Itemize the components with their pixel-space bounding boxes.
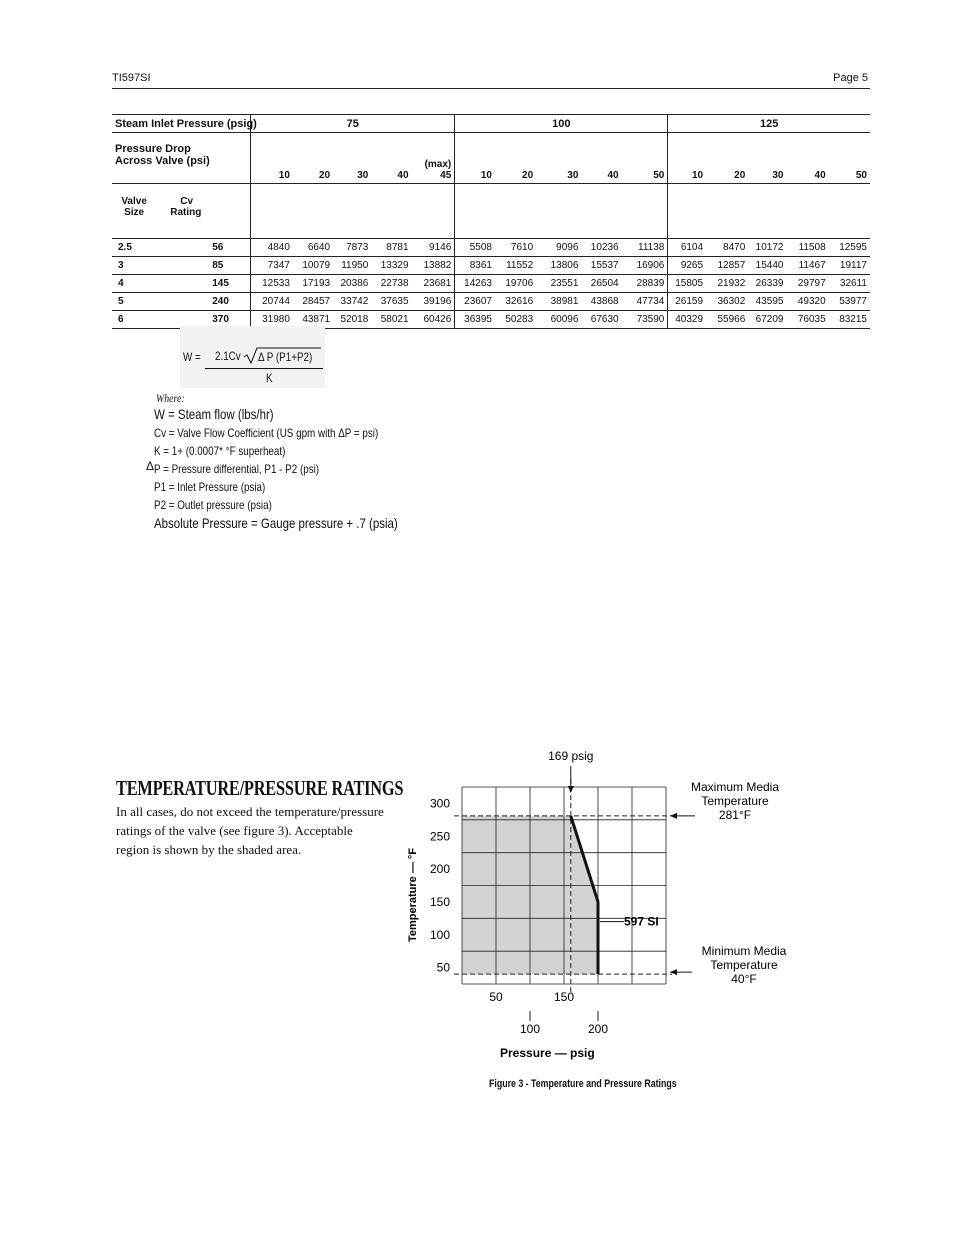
pressure-drop-header bbox=[748, 133, 786, 184]
formula-line: P = Pressure differential, P1 - P2 (psi) bbox=[154, 462, 320, 476]
flow-value-cell: 11950 bbox=[333, 257, 371, 275]
pressure-drop-header bbox=[412, 133, 455, 184]
pressure-drop-header bbox=[786, 133, 828, 184]
y-tick-label: 50 bbox=[436, 960, 450, 975]
flow-value-cell: 8361 bbox=[455, 257, 495, 275]
fraction-bar bbox=[205, 368, 323, 369]
pressure-drop-value: 10 bbox=[691, 170, 704, 181]
valve-size-cell: 4 bbox=[112, 275, 156, 293]
formula-line: P1 = Inlet Pressure (psia) bbox=[154, 480, 266, 494]
max-label: (max) bbox=[424, 159, 452, 170]
max-temp-label: Temperature bbox=[701, 794, 769, 808]
cv-rating-header-line2: Rating bbox=[170, 207, 202, 218]
flow-value-cell: 28457 bbox=[293, 293, 333, 311]
pressure-drop-value: 20 bbox=[734, 170, 746, 181]
cv-rating-header-line1: Cv bbox=[180, 196, 194, 207]
flow-value-cell: 21932 bbox=[706, 275, 748, 293]
flow-value-cell: 36302 bbox=[706, 293, 748, 311]
y-tick-label: 250 bbox=[429, 829, 450, 844]
pressure-drop-value: 30 bbox=[567, 170, 579, 181]
flow-value-cell: 36395 bbox=[455, 311, 495, 329]
flow-value-cell: 23551 bbox=[536, 275, 581, 293]
flow-value-cell: 55966 bbox=[706, 311, 748, 329]
flow-value-cell: 26339 bbox=[748, 275, 786, 293]
empty-cell bbox=[251, 184, 455, 239]
pressure-drop-value: 20 bbox=[319, 170, 331, 181]
flow-value-cell: 7610 bbox=[495, 239, 536, 257]
min-temp-label: Temperature bbox=[710, 958, 778, 972]
y-tick-label: 150 bbox=[429, 894, 450, 909]
pressure-drop-header bbox=[829, 133, 870, 184]
delta-symbol: Δ bbox=[146, 459, 155, 473]
flow-value-cell: 11552 bbox=[495, 257, 536, 275]
x-tick-label: 100 bbox=[519, 1022, 541, 1036]
pressure-drop-header bbox=[706, 133, 748, 184]
table-row bbox=[112, 239, 870, 257]
flow-value-cell: 11508 bbox=[786, 239, 828, 257]
pressure-drop-value: 40 bbox=[607, 170, 619, 181]
flow-value-cell: 26159 bbox=[668, 293, 706, 311]
figure-caption: Figure 3 - Temperature and Pressure Ratings bbox=[489, 1078, 677, 1090]
cv-rating-cell: 370 bbox=[156, 311, 251, 329]
flow-value-cell: 50283 bbox=[495, 311, 536, 329]
flow-value-cell: 29797 bbox=[786, 275, 828, 293]
flow-value-cell: 38981 bbox=[536, 293, 581, 311]
flow-value-cell: 37635 bbox=[371, 293, 411, 311]
pressure-drop-value: 50 bbox=[855, 170, 867, 181]
pressure-drop-value: 50 bbox=[653, 170, 665, 181]
formula-line: Cv = Valve Flow Coefficient (US gpm with ΔP = psi) bbox=[154, 426, 379, 440]
max-temp-label: Maximum Media bbox=[690, 780, 780, 794]
pressure-drop-value: 30 bbox=[357, 170, 369, 181]
pressure-drop-header bbox=[581, 133, 621, 184]
flow-value-cell: 12533 bbox=[251, 275, 293, 293]
arrow-head bbox=[670, 813, 677, 819]
group-header: 75 bbox=[251, 115, 455, 133]
flow-value-cell: 76035 bbox=[786, 311, 828, 329]
flow-value-cell: 67209 bbox=[748, 311, 786, 329]
series-label: 597 SI bbox=[624, 914, 659, 929]
formula-line: P2 = Outlet pressure (psia) bbox=[154, 498, 272, 512]
x-tick-label: 150 bbox=[553, 990, 575, 1004]
flow-capacity-table bbox=[112, 114, 870, 329]
flow-value-cell: 26504 bbox=[581, 275, 621, 293]
flow-value-cell: 14263 bbox=[455, 275, 495, 293]
formula-line: W = Steam flow (lbs/hr) bbox=[154, 406, 274, 422]
formula-denominator: K bbox=[266, 371, 273, 385]
y-tick-label: 100 bbox=[429, 927, 450, 942]
flow-value-cell: 15805 bbox=[668, 275, 706, 293]
flow-value-cell: 19706 bbox=[495, 275, 536, 293]
flow-value-cell: 20744 bbox=[251, 293, 293, 311]
y-tick-label: 200 bbox=[429, 862, 450, 877]
cv-rating-cell: 56 bbox=[156, 239, 251, 257]
flow-value-cell: 9146 bbox=[412, 239, 455, 257]
flow-value-cell: 60096 bbox=[536, 311, 581, 329]
flow-value-cell: 83215 bbox=[829, 311, 870, 329]
flow-value-cell: 52018 bbox=[333, 311, 371, 329]
flow-value-cell: 10236 bbox=[581, 239, 621, 257]
flow-value-cell: 47734 bbox=[622, 293, 668, 311]
min-temp-label: 40°F bbox=[731, 972, 757, 986]
section-title: TEMPERATURE/PRESSURE RATINGS bbox=[116, 776, 404, 800]
page-number: Page 5 bbox=[833, 72, 868, 84]
pressure-drop-label-line2: Across Valve (psi) bbox=[115, 155, 210, 167]
min-temp-label: Minimum Media bbox=[701, 944, 787, 958]
pressure-drop-value: 40 bbox=[814, 170, 826, 181]
table-row bbox=[112, 293, 870, 311]
valve-size-header bbox=[112, 184, 156, 239]
pressure-drop-header bbox=[495, 133, 536, 184]
flow-value-cell: 16906 bbox=[622, 257, 668, 275]
flow-value-cell: 23607 bbox=[455, 293, 495, 311]
pressure-drop-header bbox=[293, 133, 333, 184]
flow-value-cell: 13329 bbox=[371, 257, 411, 275]
flow-value-cell: 6104 bbox=[668, 239, 706, 257]
max-temp-label: 281°F bbox=[718, 808, 752, 822]
flow-value-cell: 7873 bbox=[333, 239, 371, 257]
formula-lhs: W = bbox=[183, 350, 201, 364]
flow-value-cell: 73590 bbox=[622, 311, 668, 329]
pressure-drop-value: 30 bbox=[772, 170, 784, 181]
x-tick-label: 50 bbox=[489, 990, 503, 1004]
flow-value-cell: 20386 bbox=[333, 275, 371, 293]
pressure-drop-header bbox=[455, 133, 495, 184]
cv-rating-cell: 145 bbox=[156, 275, 251, 293]
flow-value-cell: 53977 bbox=[829, 293, 870, 311]
doc-id: TI597SI bbox=[112, 72, 151, 84]
flow-value-cell: 4840 bbox=[251, 239, 293, 257]
flow-value-cell: 22738 bbox=[371, 275, 411, 293]
flow-value-cell: 43868 bbox=[581, 293, 621, 311]
pressure-drop-value: 20 bbox=[522, 170, 534, 181]
y-axis-label: Temperature — °F bbox=[407, 847, 419, 943]
formula-numerator: 2.1Cv bbox=[215, 349, 241, 363]
valve-size-cell: 5 bbox=[112, 293, 156, 311]
valve-size-cell: 3 bbox=[112, 257, 156, 275]
pressure-drop-label-line1: Pressure Drop bbox=[115, 143, 191, 155]
flow-value-cell: 49320 bbox=[786, 293, 828, 311]
flow-value-cell: 32611 bbox=[829, 275, 870, 293]
flow-value-cell: 11467 bbox=[786, 257, 828, 275]
pressure-drop-value: 40 bbox=[397, 170, 409, 181]
empty-cell bbox=[668, 184, 870, 239]
empty-cell bbox=[455, 184, 668, 239]
cv-rating-cell: 240 bbox=[156, 293, 251, 311]
x-tick-label: 200 bbox=[587, 1022, 609, 1036]
pressure-drop-value: 10 bbox=[278, 170, 290, 181]
flow-value-cell: 28839 bbox=[622, 275, 668, 293]
pressure-drop-header bbox=[371, 133, 411, 184]
flow-value-cell: 39196 bbox=[412, 293, 455, 311]
flow-value-cell: 6640 bbox=[293, 239, 333, 257]
valve-size-cell: 2.5 bbox=[112, 239, 156, 257]
flow-value-cell: 43871 bbox=[293, 311, 333, 329]
x-axis-label: Pressure — psig bbox=[500, 1046, 595, 1060]
temperature-pressure-chart bbox=[400, 740, 820, 1070]
flow-value-cell: 10172 bbox=[748, 239, 786, 257]
pressure-drop-header bbox=[251, 133, 293, 184]
arrow-head bbox=[568, 786, 574, 793]
flow-value-cell: 10079 bbox=[293, 257, 333, 275]
flow-value-cell: 67630 bbox=[581, 311, 621, 329]
pressure-drop-value: 10 bbox=[480, 170, 492, 181]
table-row bbox=[112, 257, 870, 275]
pressure-drop-header bbox=[668, 133, 706, 184]
formula-radicand: Δ P (P1+P2) bbox=[258, 350, 313, 364]
table-row bbox=[112, 275, 870, 293]
flow-value-cell: 13806 bbox=[536, 257, 581, 275]
flow-value-cell: 32616 bbox=[495, 293, 536, 311]
flow-value-cell: 9096 bbox=[536, 239, 581, 257]
flow-value-cell: 8470 bbox=[706, 239, 748, 257]
cv-rating-header bbox=[156, 184, 251, 239]
flow-value-cell: 31980 bbox=[251, 311, 293, 329]
flow-value-cell: 12595 bbox=[829, 239, 870, 257]
flow-value-cell: 58021 bbox=[371, 311, 411, 329]
cv-rating-cell: 85 bbox=[156, 257, 251, 275]
flow-value-cell: 19117 bbox=[829, 257, 870, 275]
pressure-drop-label bbox=[112, 133, 251, 184]
flow-value-cell: 43595 bbox=[748, 293, 786, 311]
pressure-drop-header bbox=[333, 133, 371, 184]
pressure-drop-header bbox=[536, 133, 581, 184]
inlet-pressure-label: Steam Inlet Pressure (psig) bbox=[112, 115, 251, 133]
section-body: In all cases, do not exceed the temperature/pressure ratings of the valve (see figure 3). Acceptable region is shown by the shaded area. bbox=[116, 804, 384, 857]
valve-size-header-line1: Valve bbox=[121, 196, 147, 207]
flow-value-cell: 7347 bbox=[251, 257, 293, 275]
flow-value-cell: 8781 bbox=[371, 239, 411, 257]
pressure-drop-value: 45 bbox=[440, 170, 452, 181]
flow-value-cell: 13882 bbox=[412, 257, 455, 275]
flow-value-cell: 60426 bbox=[412, 311, 455, 329]
formula-where: Where: bbox=[156, 391, 185, 405]
pressure-drop-header bbox=[622, 133, 668, 184]
y-tick-label: 300 bbox=[429, 796, 450, 811]
flow-value-cell: 15440 bbox=[748, 257, 786, 275]
valve-size-header-line2: Size bbox=[124, 207, 145, 218]
flow-value-cell: 11138 bbox=[622, 239, 668, 257]
flow-value-cell: 40329 bbox=[668, 311, 706, 329]
formula-line: Absolute Pressure = Gauge pressure + .7 (psia) bbox=[154, 515, 398, 531]
max-pressure-label: 169 psig bbox=[548, 749, 594, 763]
flow-value-cell: 5508 bbox=[455, 239, 495, 257]
flow-value-cell: 9265 bbox=[668, 257, 706, 275]
header-rule bbox=[112, 88, 870, 89]
flow-value-cell: 23681 bbox=[412, 275, 455, 293]
flow-value-cell: 17193 bbox=[293, 275, 333, 293]
flow-table-body bbox=[112, 239, 870, 329]
flow-value-cell: 15537 bbox=[581, 257, 621, 275]
flow-value-cell: 33742 bbox=[333, 293, 371, 311]
group-header: 100 bbox=[455, 115, 668, 133]
formula-line: K = 1+ (0.0007* °F superheat) bbox=[154, 444, 286, 458]
group-header: 125 bbox=[668, 115, 870, 133]
flow-value-cell: 12857 bbox=[706, 257, 748, 275]
valve-size-cell: 6 bbox=[112, 311, 156, 329]
